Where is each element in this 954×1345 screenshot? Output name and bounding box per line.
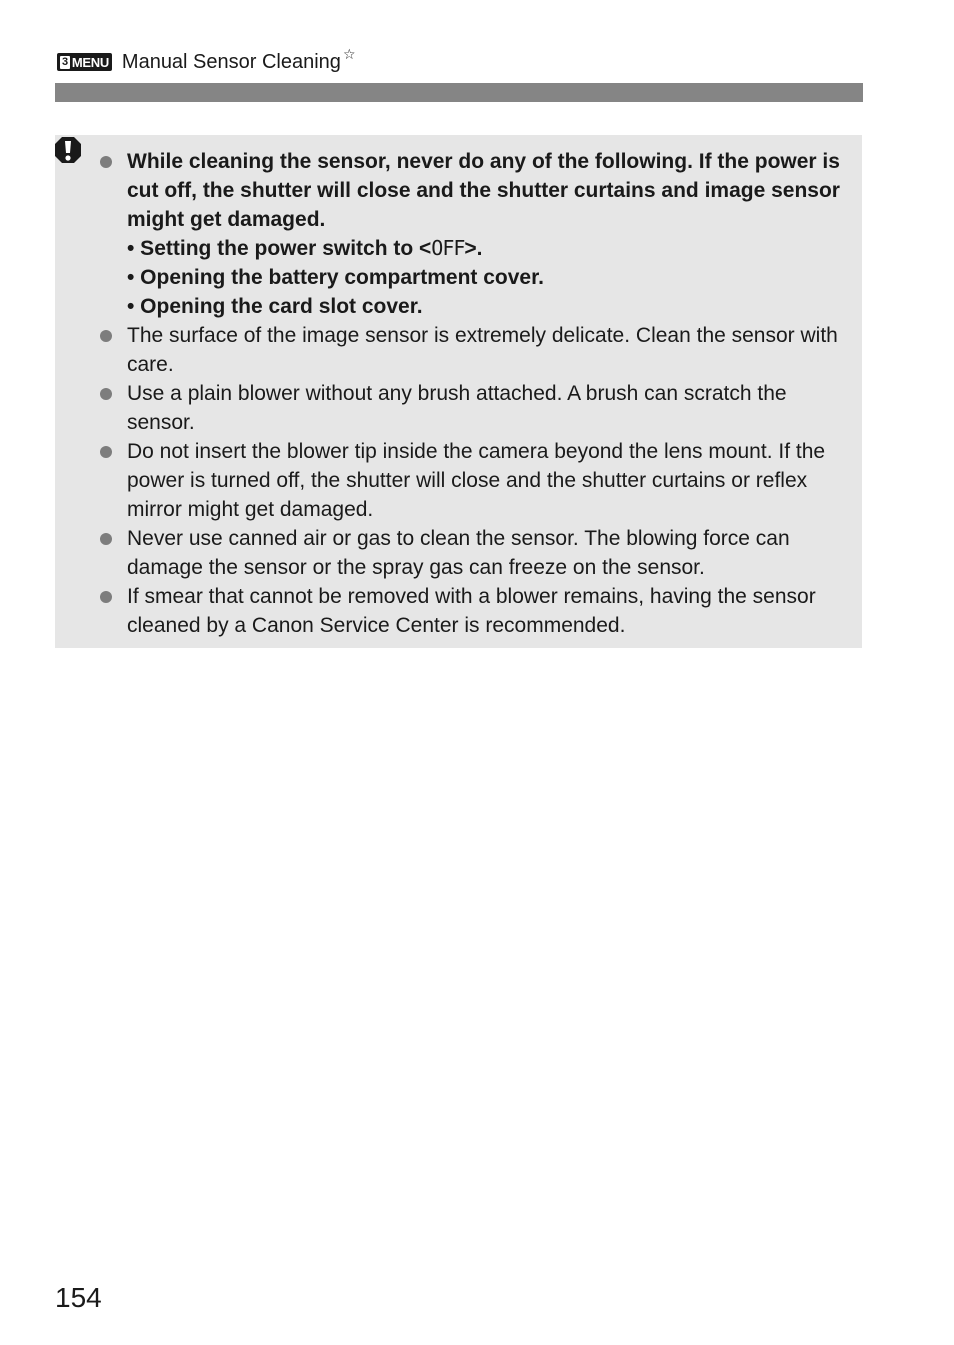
bullet-icon	[100, 330, 112, 342]
sub-item-card-slot: • Opening the card slot cover.	[127, 295, 423, 318]
list-item-text: The surface of the image sensor is extremely delicate. Clean the sensor with care.	[127, 324, 838, 376]
bullet-icon	[100, 156, 112, 168]
section-title: Manual Sensor Cleaning	[121, 50, 341, 73]
list-item-text: Use a plain blower without any brush attached. A brush can scratch the sensor.	[127, 382, 787, 434]
sub-item-power-switch	[127, 234, 848, 263]
menu-icon	[57, 53, 112, 71]
list-item-text: While cleaning the sensor, never do any of the following. If the power is cut off, the shutter will close and the shutter curtains and image sensor might get damaged.	[127, 150, 840, 231]
bullet-icon	[100, 591, 112, 603]
caution-list	[98, 147, 848, 640]
header-rule	[55, 83, 863, 102]
list-item	[98, 379, 848, 437]
list-item	[98, 321, 848, 379]
caution-icon	[52, 134, 84, 166]
star-icon: ☆	[342, 45, 356, 62]
page-number: 154	[55, 1282, 102, 1313]
list-item	[98, 524, 848, 582]
menu-label: MENU	[71, 54, 109, 70]
off-glyph: OFF	[431, 236, 465, 260]
list-item-text: Do not insert the blower tip inside the camera beyond the lens mount. If the power is turned off, the shutter will close and the shutter curtains or reflex mirror might get damaged.	[127, 440, 826, 521]
list-item-text: Never use canned air or gas to clean the sensor. The blowing force can damage the sensor or the spray gas can freeze on the sensor.	[127, 527, 790, 579]
bullet-icon	[100, 446, 112, 458]
sub-item-battery-cover: • Opening the battery compartment cover.	[127, 266, 544, 289]
list-item	[98, 437, 848, 524]
list-item	[98, 582, 848, 640]
sub-item-prefix: • Setting the power switch to <	[127, 237, 432, 260]
bullet-icon	[100, 533, 112, 545]
menu-tab-number: 3	[62, 55, 68, 68]
list-item	[98, 147, 848, 321]
list-item-text: If smear that cannot be removed with a blower remains, having the sensor cleaned by a Canon Service Center is recommended.	[127, 585, 816, 637]
page-header	[57, 45, 356, 76]
bullet-icon	[100, 388, 112, 400]
sub-item-suffix: >.	[464, 237, 483, 260]
